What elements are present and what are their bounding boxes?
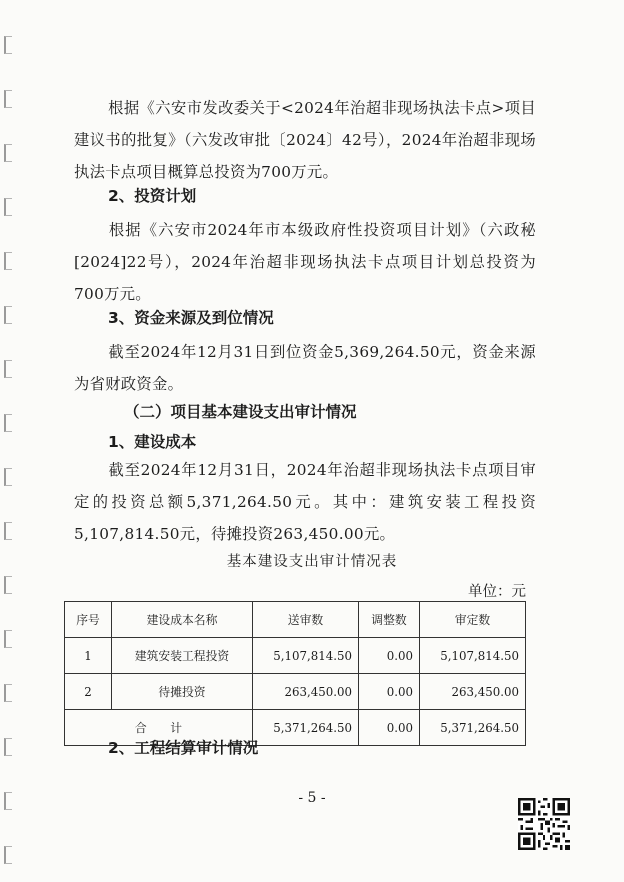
cell-adjusted: 0.00 [359,674,420,710]
total-approved: 5,371,264.50 [420,710,526,746]
table-unit: 单位：元 [468,584,526,600]
paragraph-plan [74,214,536,310]
cell-name: 待摊投资 [112,674,253,710]
paragraph-cost [74,454,536,550]
table-row [65,674,526,710]
col-header-adjusted: 调整数 [359,602,420,638]
cell-approved: 5,107,814.50 [420,638,526,674]
heading-settlement: 2、工程结算审计情况 [108,739,259,757]
page-number: - 5 - [298,790,326,806]
col-header-submitted: 送审数 [253,602,359,638]
cell-adjusted: 0.00 [359,638,420,674]
col-header-approved: 审定数 [420,602,526,638]
cell-no: 1 [65,638,112,674]
table-header-row [65,602,526,638]
table-caption: 基本建设支出审计情况表 [226,554,398,570]
heading-section-2: （二）项目基本建设支出审计情况 [124,403,357,421]
paragraph-plan-text: 根据《六安市2024年市本级政府性投资项目计划》（六政秘[2024]22号），2024年治超非现场执法卡点项目计划总投资为700万元。 [74,221,536,303]
cell-submitted: 5,107,814.50 [253,638,359,674]
heading-invest-plan: 2、投资计划 [108,187,197,205]
heading-funding: 3、资金来源及到位情况 [108,309,274,327]
audit-table [64,601,526,746]
paragraph-approval-text: 根据《六安市发改委关于<2024年治超非现场执法卡点>项目建议书的批复》（六发改审批〔2024〕42号），2024年治超非现场执法卡点项目概算总投资为700万元。 [74,99,536,181]
cell-submitted: 263,450.00 [253,674,359,710]
total-submitted: 5,371,264.50 [253,710,359,746]
table-row [65,638,526,674]
cell-no: 2 [65,674,112,710]
paragraph-approval [74,92,536,188]
cell-approved: 263,450.00 [420,674,526,710]
cell-name: 建筑安装工程投资 [112,638,253,674]
total-label: 合 计 [65,710,253,746]
col-header-no: 序号 [65,602,112,638]
paragraph-funding-text: 截至2024年12月31日到位资金5,369,264.50元，资金来源为省财政资金。 [74,343,536,393]
binding-holes [4,30,14,870]
col-header-name: 建设成本名称 [112,602,253,638]
heading-cost: 1、建设成本 [108,433,197,451]
qr-code-icon [518,798,570,850]
paragraph-cost-text: 截至2024年12月31日，2024年治超非现场执法卡点项目审定的投资总额5,371,264.50元。其中：建筑安装工程投资5,107,814.50元，待摊投资263,450.00元。 [74,461,536,543]
total-adjusted: 0.00 [359,710,420,746]
paragraph-funding [74,336,536,400]
